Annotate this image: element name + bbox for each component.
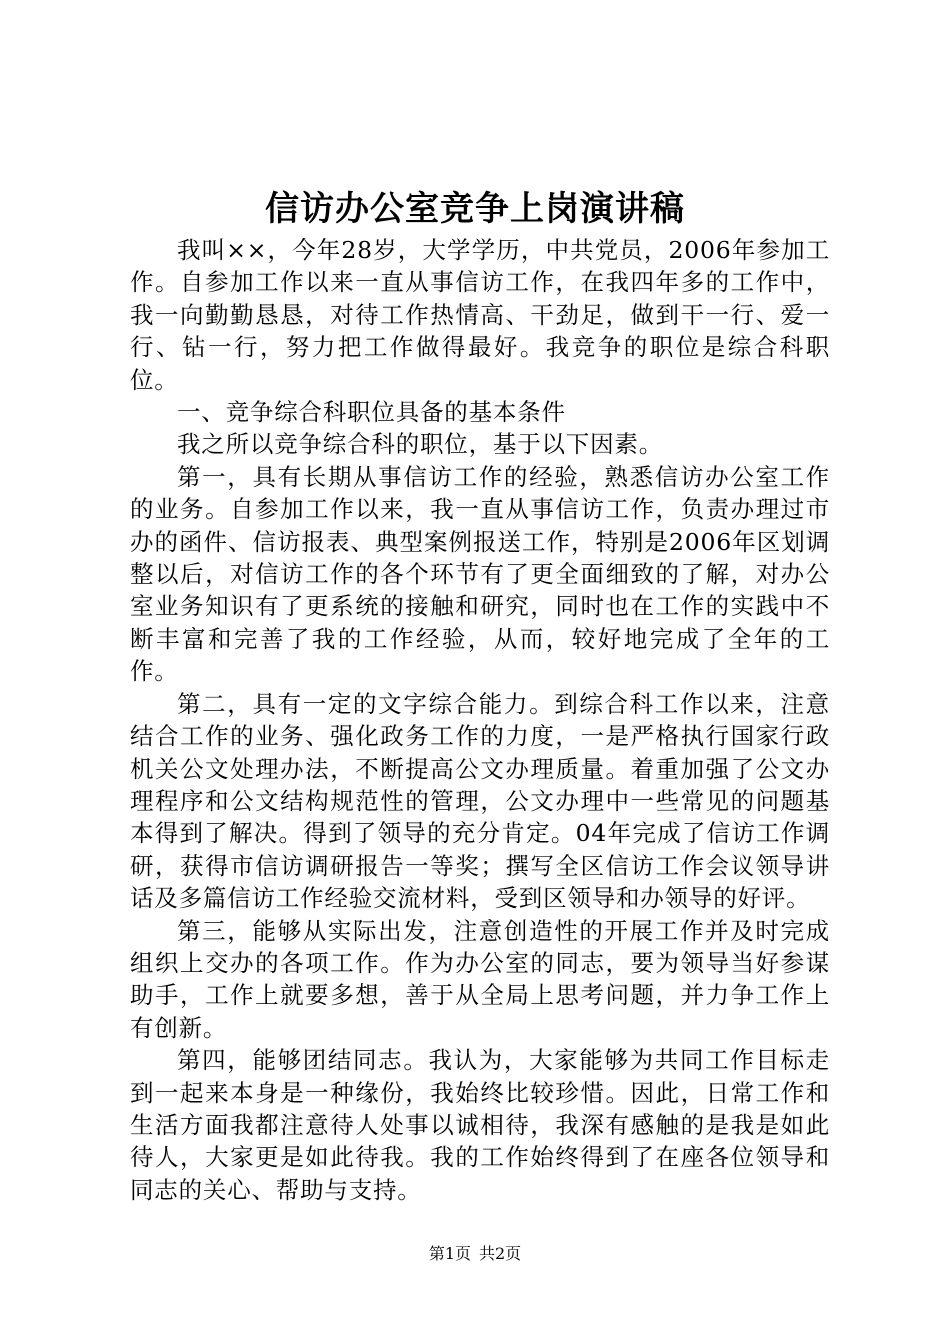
document-title: 信访办公室竞争上岗演讲稿 (265, 189, 685, 229)
section-heading: 一、竞争综合科职位具备的基本条件 (177, 398, 566, 427)
paragraph-third: 第三，能够从实际出发，注意创造性的开展工作并及时完成组织上交办的各项工作。作为办公室的同志，要为领导当好参谋助手，工作上就要多想，善于从全局上思考问题，并力争工作上有创新。 (130, 916, 830, 1042)
paragraph-reason: 我之所以竞争综合科的职位，基于以下因素。 (177, 430, 663, 459)
page-number: 第1页 (428, 1244, 471, 1263)
page-total: 共2页 (479, 1244, 522, 1263)
page-footer (0, 1243, 950, 1265)
document-body (130, 234, 830, 1206)
paragraph-fourth: 第四，能够团结同志。我认为，大家能够为共同工作目标走到一起来本身是一种缘份，我始终比较珍惜。因此，日常工作和生活方面我都注意待人处事以诚相待，我深有感触的是我是如此待人，大家更是如此待我。我的工作始终得到了在座各位领导和同志的关心、帮助与支持。 (130, 1046, 830, 1204)
paragraph-first: 第一，具有长期从事信访工作的经验，熟悉信访办公室工作的业务。自参加工作以来，我一直从事信访工作，负责办理过市办的函件、信访报表、典型案例报送工作，特别是2006年区划调整以后，对信访工作的各个环节有了更全面细致的了解，对办公室业务知识有了更系统的接触和研究，同时也在工作的实践中不断丰富和完善了我的工作经验，从而，较好地完成了全年的工作。 (130, 462, 830, 686)
paragraph-intro: 我叫××，今年28岁，大学学历，中共党员，2006年参加工作。自参加工作以来一直从事信访工作，在我四年多的工作中，我一向勤勤恳恳，对待工作热情高、干劲足，做到干一行、爱一行、钻一行，努力把工作做得最好。我竞争的职位是综合科职位。 (130, 236, 830, 394)
paragraph-second: 第二，具有一定的文字综合能力。到综合科工作以来，注意结合工作的业务、强化政务工作的力度，一是严格执行国家行政机关公文处理办法，不断提高公文办理质量。着重加强了公文办理程序和公文结构规范性的管理，公文办理中一些常见的问题基本得到了解决。得到了领导的充分肯定。04年完成了信访工作调研，获得市信访调研报告一等奖；撰写全区信访工作会议领导讲话及多篇信访工作经验交流材料，受到区领导和办领导的好评。 (130, 689, 830, 913)
